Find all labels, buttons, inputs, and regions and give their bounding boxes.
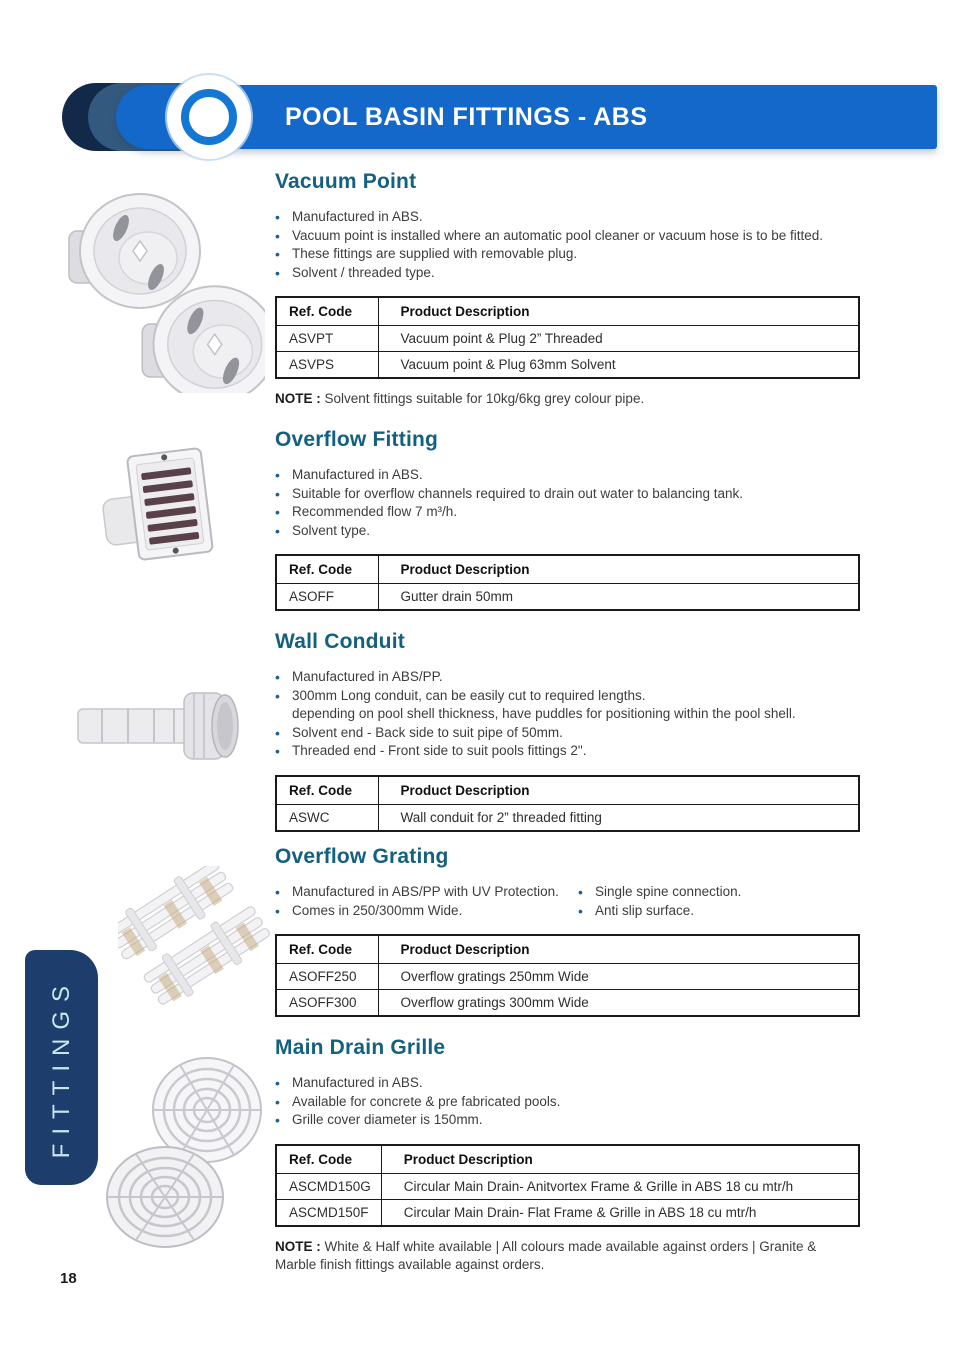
table-row [276,326,859,352]
table-header-row [276,555,859,584]
bullet-list-left [275,883,578,920]
table-row [276,990,859,1017]
brand-ring-icon [167,75,251,159]
product-table [275,554,860,611]
brand-ring-inner-icon [181,89,237,145]
bullet-item: • Vacuum point is installed where an automatic pool cleaner or vacuum hose is to be fitted. [275,227,824,244]
column-header-ref-code: Ref. Code [276,1145,381,1174]
bullet-item: • Solvent end - Back side to suit pipe of 50mm. [275,724,563,741]
bullet-dot: • [578,884,583,900]
section-title: Wall Conduit [275,630,405,653]
bullet-dot: • [275,264,280,281]
note-text: White & Half white available | All colours made available against orders | Granite & Marble finish fittings available against orders. [275,1238,817,1272]
column-header-description: Product Description [378,935,859,964]
vacuum-point-image [55,183,265,398]
description-cell: Overflow gratings 300mm Wide [378,990,859,1017]
column-header-description: Product Description [381,1145,859,1174]
ref-code-cell: ASOFF300 [276,990,378,1017]
note-label: NOTE : [275,1238,321,1254]
ref-code-cell: ASOFF [276,584,378,611]
wall-conduit-image [72,683,247,773]
bullet-dot: • [275,884,280,900]
section-title: Vacuum Point [275,170,417,193]
bullet-item: • Available for concrete & pre fabricated pools. [275,1093,561,1110]
overflow-grating-image [118,866,273,1021]
product-table [275,296,860,379]
table-header-row [276,776,859,805]
description-cell: Vacuum point & Plug 63mm Solvent [378,352,859,379]
section-note [275,390,860,408]
ref-code-cell: ASVPT [276,326,378,352]
product-table [275,1144,860,1227]
page-number: 18 [60,1270,77,1287]
column-header-ref-code: Ref. Code [276,935,378,964]
ref-code-cell: ASCMD150F [276,1199,381,1226]
column-header-description: Product Description [378,776,859,805]
bullet-item: • Single spine connection. [578,884,742,900]
bullet-dot: • [275,485,280,502]
description-cell: Circular Main Drain- Flat Frame & Grille in ABS 18 cu mtr/h [381,1199,859,1226]
table-row [276,352,859,379]
bullet-list [275,668,860,761]
section-title: Main Drain Grille [275,1036,446,1059]
bullet-dot: • [275,522,280,539]
product-table [275,934,860,1017]
bullet-dot: • [275,1093,280,1110]
bullet-item: • Manufactured in ABS. [275,209,423,225]
sidebar-tab-fittings [25,950,98,1185]
section-overflow-grating [275,845,860,1017]
bullet-item: • Manufactured in ABS/PP with UV Protection. [275,884,559,900]
table-row [276,1199,859,1226]
section-title: Overflow Grating [275,845,449,868]
bullet-dot: • [275,467,280,483]
bullet-item: • Comes in 250/300mm Wide. [275,902,463,919]
bullet-dot: • [275,209,280,225]
bullet-item: • Solvent type. [275,522,371,539]
bullet-dot: • [275,1112,280,1128]
ref-code-cell: ASCMD150G [276,1173,381,1199]
bullet-dot: • [275,724,280,741]
bullet-dot: • [275,743,280,759]
table-header-row [276,935,859,964]
table-header-row [276,297,859,326]
note-text: Solvent fittings suitable for 10kg/6kg grey colour pipe. [324,391,645,406]
bullet-item: • These fittings are supplied with removable plug. [275,246,578,262]
table-row [276,584,859,611]
bullet-dot: • [275,504,280,520]
description-cell: Wall conduit for 2” threaded fitting [378,804,859,831]
bullet-list [275,208,860,282]
bullet-dot: • [275,227,280,244]
bullet-dot: • [578,902,583,919]
sidebar-tab-label: FITTINGS [47,976,75,1159]
ref-code-cell: ASOFF250 [276,964,378,990]
main-drain-grille-image [95,1052,270,1257]
section-overflow-fitting [275,428,860,611]
section-title: Overflow Fitting [275,428,439,451]
bullet-list-right [578,883,860,920]
bullet-item: • Manufactured in ABS/PP. [275,669,443,685]
bullet-dot: • [275,669,280,685]
overflow-fitting-image [95,443,230,573]
ref-code-cell: ASVPS [276,352,378,379]
bullet-item: • Solvent / threaded type. [275,264,435,281]
table-row [276,964,859,990]
section-vacuum-point [275,170,860,408]
table-header-row [276,1145,859,1174]
bullet-item: • Suitable for overflow channels required to drain out water to balancing tank. [275,485,744,502]
bullet-dot: • [275,687,280,704]
bullet-list [275,466,860,540]
description-cell: Vacuum point & Plug 2” Threaded [378,326,859,352]
bullet-columns [275,883,860,920]
table-row [276,1173,859,1199]
bullet-item: • Grille cover diameter is 150mm. [275,1112,483,1128]
description-cell: Gutter drain 50mm [378,584,859,611]
bullet-dot: • [275,902,280,919]
table-row [276,804,859,831]
bullet-item: • Threaded end - Front side to suit pools fittings 2". [275,743,587,759]
note-label: NOTE : [275,391,321,406]
column-header-description: Product Description [378,555,859,584]
bullet-list [275,1074,860,1130]
page-title: POOL BASIN FITTINGS - ABS [285,102,648,131]
section-note [275,1238,860,1274]
bullet-item: • 300mm Long conduit, can be easily cut to required lengths. [275,687,646,704]
section-wall-conduit [275,630,860,832]
column-header-ref-code: Ref. Code [276,776,378,805]
column-header-ref-code: Ref. Code [276,555,378,584]
ref-code-cell: ASWC [276,804,378,831]
product-table [275,775,860,832]
bullet-item: • Manufactured in ABS. [275,467,423,483]
description-cell: Circular Main Drain- Anitvortex Frame & Grille in ABS 18 cu mtr/h [381,1173,859,1199]
bullet-item: • Manufactured in ABS. [275,1075,423,1091]
bullet-dot: • [275,246,280,262]
bullet-continuation: depending on pool shell thickness, have puddles for positioning within the pool shell. [292,706,796,721]
column-header-description: Product Description [378,297,859,326]
bullet-dot: • [275,1075,280,1091]
description-cell: Overflow gratings 250mm Wide [378,964,859,990]
bullet-item: • Recommended flow 7 m³/h. [275,504,458,520]
bullet-item: • Anti slip surface. [578,902,695,919]
section-main-drain-grille [275,1036,860,1274]
column-header-ref-code: Ref. Code [276,297,378,326]
